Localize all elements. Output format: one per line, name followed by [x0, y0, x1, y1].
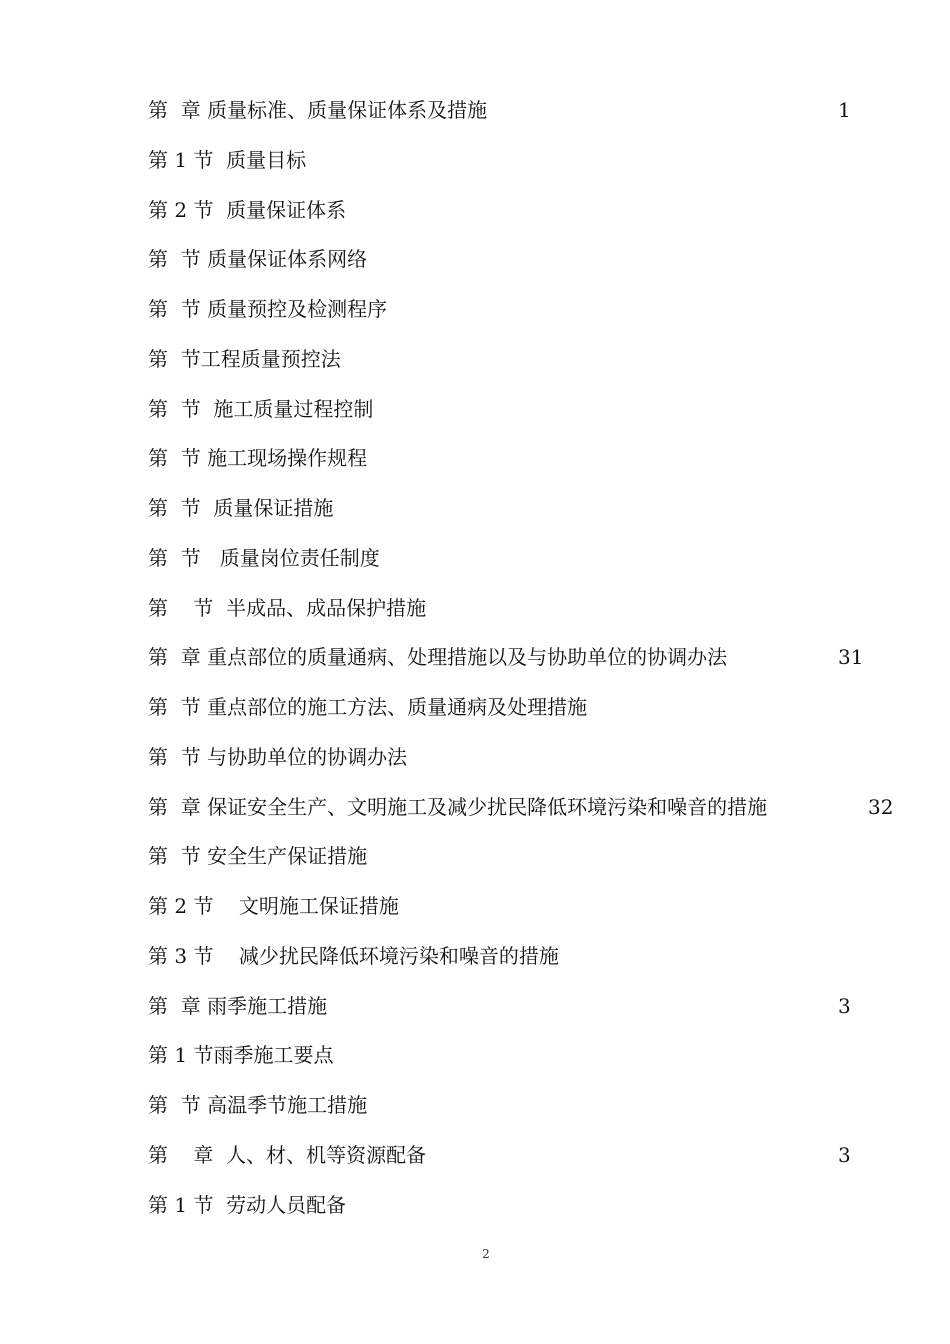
toc-entry-title: 第 节 施工质量过程控制 — [148, 396, 374, 421]
table-of-contents — [148, 95, 908, 1239]
toc-entry-section[interactable] — [148, 543, 908, 593]
toc-entry-page: 3 — [838, 993, 851, 1018]
toc-entry-title: 第 1 节雨季施工要点 — [148, 1043, 334, 1068]
toc-entry-chapter[interactable] — [148, 991, 908, 1041]
page-number: 2 — [482, 1247, 490, 1261]
toc-entry-title: 第 章 保证安全生产、文明施工及减少扰民降低环境污染和噪音的措施 — [148, 794, 768, 819]
toc-entry-section[interactable] — [148, 891, 908, 941]
toc-entry-title: 第 1 节 劳动人员配备 — [148, 1192, 347, 1217]
toc-entry-chapter[interactable] — [148, 642, 908, 692]
toc-entry-section[interactable] — [148, 244, 908, 294]
toc-entry-section[interactable] — [148, 1190, 908, 1240]
toc-entry-section[interactable] — [148, 493, 908, 543]
toc-entry-page: 3 — [838, 1142, 851, 1167]
toc-entry-page: 32 — [868, 794, 894, 819]
toc-entry-section[interactable] — [148, 692, 908, 742]
toc-entry-section[interactable] — [148, 1090, 908, 1140]
toc-entry-chapter[interactable] — [148, 95, 908, 145]
toc-entry-section[interactable] — [148, 394, 908, 444]
toc-entry-section[interactable] — [148, 145, 908, 195]
toc-entry-title: 第 章 质量标准、质量保证体系及措施 — [148, 98, 488, 122]
toc-entry-title: 第 节 高温季节施工措施 — [148, 1093, 368, 1117]
toc-entry-section[interactable] — [148, 443, 908, 493]
toc-entry-section[interactable] — [148, 294, 908, 344]
toc-entry-section[interactable] — [148, 593, 908, 643]
toc-entry-title: 第 章 雨季施工措施 — [148, 993, 328, 1018]
toc-entry-section[interactable] — [148, 1040, 908, 1090]
toc-entry-section[interactable] — [148, 841, 908, 891]
toc-entry-title: 第 2 节 质量保证体系 — [148, 197, 347, 222]
toc-entry-title: 第 3 节 减少扰民降低环境污染和噪音的措施 — [148, 943, 559, 968]
toc-entry-title: 第 章 重点部位的质量通病、处理措施以及与协助单位的协调办法 — [148, 645, 728, 670]
toc-entry-title: 第 节 质量保证措施 — [148, 496, 334, 520]
toc-entry-title: 第 节 重点部位的施工方法、质量通病及处理措施 — [148, 695, 588, 719]
toc-entry-title: 第 1 节 质量目标 — [148, 147, 307, 172]
toc-entry-title: 第 节 质量保证体系网络 — [148, 247, 368, 272]
toc-entry-section[interactable] — [148, 195, 908, 245]
toc-entry-title: 第 节 质量岗位责任制度 — [148, 545, 380, 570]
toc-entry-chapter[interactable] — [148, 1140, 908, 1190]
toc-entry-title: 第 节 施工现场操作规程 — [148, 446, 368, 471]
toc-entry-title: 第 节 质量预控及检测程序 — [148, 297, 388, 321]
toc-entry-page: 31 — [838, 645, 864, 670]
toc-entry-section[interactable] — [148, 742, 908, 792]
toc-entry-section[interactable] — [148, 344, 908, 394]
toc-entry-chapter[interactable] — [148, 792, 908, 842]
toc-entry-title: 第 节 安全生产保证措施 — [148, 844, 368, 869]
toc-entry-title: 第 节 半成品、成品保护措施 — [148, 595, 427, 620]
toc-entry-title: 第 2 节 文明施工保证措施 — [148, 894, 399, 918]
toc-entry-title: 第 节 与协助单位的协调办法 — [148, 744, 408, 769]
toc-entry-page: 1 — [838, 98, 851, 122]
toc-entry-section[interactable] — [148, 941, 908, 991]
toc-entry-title: 第 节工程质量预控法 — [148, 346, 341, 371]
toc-entry-title: 第 章 人、材、机等资源配备 — [148, 1142, 427, 1167]
